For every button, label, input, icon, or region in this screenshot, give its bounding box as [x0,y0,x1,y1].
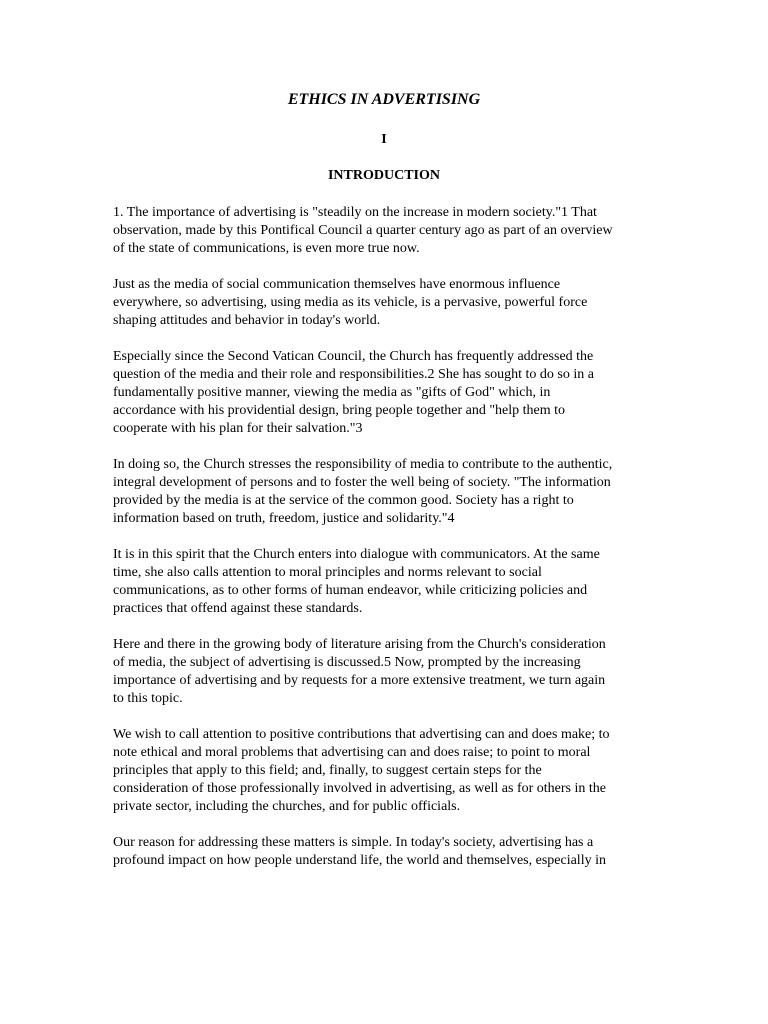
paragraph [113,456,658,528]
text-line: integral development of persons and to foster the well being of society. "The information [113,475,611,490]
text-line: note ethical and moral problems that advertising can and does raise; to point to moral [113,745,591,760]
text-line: fundamentally positive manner, viewing the media as "gifts of God" which, in [113,385,551,400]
text-line: Just as the media of social communication themselves have enormous influence [113,277,561,292]
text-line: 1. The importance of advertising is "steadily on the increase in modern society."1 That [113,205,597,220]
paragraph [113,726,658,816]
text-line: consideration of those professionally involved in advertising, as well as for others in the [113,781,607,796]
text-line: Our reason for addressing these matters is simple. In today's society, advertising has a [113,835,594,850]
text-line: accordance with his providential design, bring people together and "help them to [113,403,566,418]
text-line: to this topic. [113,691,183,706]
text-line: everywhere, so advertising, using media as its vehicle, is a pervasive, powerful force [113,295,588,310]
paragraph [113,546,658,618]
paragraph [113,276,658,330]
text-line: information based on truth, freedom, justice and solidarity."4 [113,511,455,526]
document-title: ETHICS IN ADVERTISING [287,91,481,108]
text-line: of media, the subject of advertising is discussed.5 Now, prompted by the increasing [113,655,581,670]
paragraph [113,636,658,708]
text-line: private sector, including the churches, and for public officials. [113,799,461,814]
text-line: time, she also calls attention to moral principles and norms relevant to social [113,565,542,580]
paragraph [113,204,658,258]
section-title: INTRODUCTION [327,168,440,183]
text-line: We wish to call attention to positive contributions that advertising can and does make; to [113,727,610,742]
text-line: communications, as to other forms of human endeavor, while criticizing policies and [113,583,588,598]
text-line: practices that offend against these standards. [113,601,363,616]
text-line: observation, made by this Pontifical Council a quarter century ago as part of an overview [113,223,613,238]
text-line: question of the media and their role and responsibilities.2 She has sought to do so in a [113,367,594,382]
paragraph [113,348,658,438]
text-line: profound impact on how people understand life, the world and themselves, especially in [113,853,606,868]
text-line: It is in this spirit that the Church enters into dialogue with communicators. At the same [113,547,600,562]
text-line: shaping attitudes and behavior in today's world. [113,313,381,328]
text-line: provided by the media is at the service of the common good. Society has a right to [113,493,574,508]
section-number: I [381,132,387,147]
text-line: cooperate with his plan for their salvation."3 [113,421,363,436]
paragraph [113,834,658,870]
text-line: In doing so, the Church stresses the responsibility of media to contribute to the authentic, [113,457,613,472]
text-line: importance of advertising and by requests for a more extensive treatment, we turn again [113,673,606,688]
text-line: of the state of communications, is even more true now. [113,241,420,256]
text-line: Here and there in the growing body of literature arising from the Church's consideration [113,637,606,652]
text-line: principles that apply to this field; and, finally, to suggest certain steps for the [113,763,542,778]
text-line: Especially since the Second Vatican Council, the Church has frequently addressed the [113,349,594,364]
body-text [113,204,658,888]
